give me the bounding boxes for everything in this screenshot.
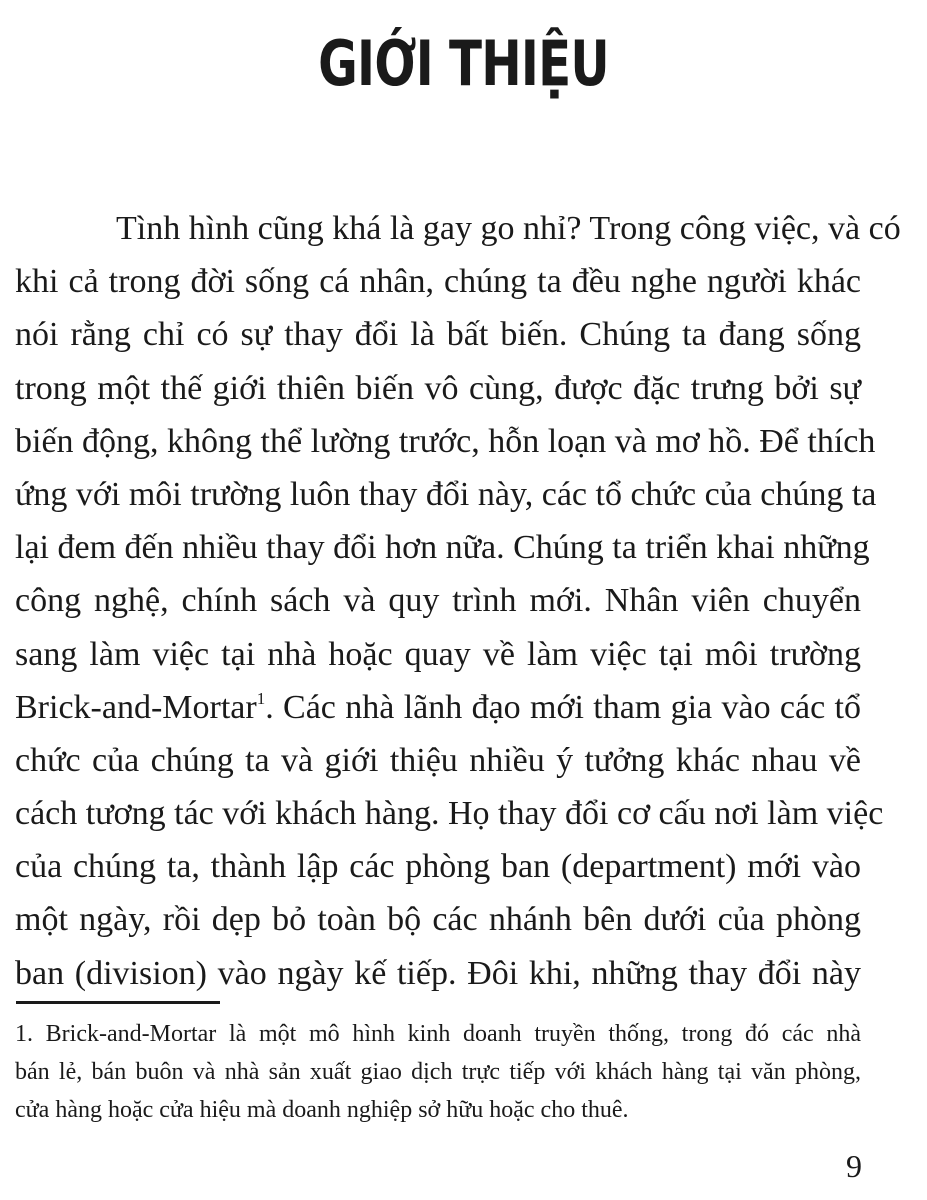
footnote xyxy=(15,1015,861,1129)
body-line: công nghệ, chính sách và quy trình mới. Nhân viên chuyển xyxy=(15,582,861,620)
body-line: biến động, không thể lường trước, hỗn loạn và mơ hồ. Để thích xyxy=(15,422,876,460)
body-line: khi cả trong đời sống cá nhân, chúng ta đều nghe người khác xyxy=(15,263,861,301)
body-line: sang làm việc tại nhà hoặc quay về làm việc tại môi trường xyxy=(15,635,861,673)
body-line-continuation: . Các nhà lãnh đạo mới tham gia vào các tổ xyxy=(265,688,861,726)
chapter-title: GIỚI THIỆU xyxy=(318,27,609,100)
footnote-reference[interactable]: 1 xyxy=(256,688,266,708)
body-line-with-footnote xyxy=(15,681,861,734)
body-paragraph xyxy=(15,202,901,1000)
body-line: của chúng ta, thành lập các phòng ban (department) mới vào xyxy=(15,848,861,886)
footnote-line: bán lẻ, bán buôn và nhà sản xuất giao dịch trực tiếp với khách hàng tại văn phòng, xyxy=(15,1059,861,1085)
footnote-anchor-text: Brick-and-Mortar xyxy=(15,688,257,726)
body-line: cách tương tác với khách hàng. Họ thay đổi cơ cấu nơi làm việc xyxy=(15,795,884,833)
body-line: trong một thế giới thiên biến vô cùng, được đặc trưng bởi sự xyxy=(15,369,861,407)
body-line: chức của chúng ta và giới thiệu nhiều ý tưởng khác nhau về xyxy=(15,741,861,779)
body-line: nói rằng chỉ có sự thay đổi là bất biến. Chúng ta đang sống xyxy=(15,316,861,354)
footnote-line: 1. Brick-and-Mortar là một mô hình kinh doanh truyền thống, trong đó các nhà xyxy=(15,1021,861,1047)
body-line: ứng với môi trường luôn thay đổi này, các tổ chức của chúng ta xyxy=(15,475,877,513)
footnote-line: cửa hàng hoặc cửa hiệu mà doanh nghiệp sở hữu hoặc cho thuê. xyxy=(15,1097,629,1123)
body-line: Tình hình cũng khá là gay go nhỉ? Trong công việc, và có xyxy=(116,210,901,247)
body-line: lại đem đến nhiều thay đổi hơn nữa. Chúng ta triển khai những xyxy=(15,529,870,567)
footnote-divider xyxy=(16,1001,220,1004)
body-line: một ngày, rồi dẹp bỏ toàn bộ các nhánh bên dưới của phòng xyxy=(15,901,861,939)
page-number: 9 xyxy=(846,1148,862,1184)
body-line: ban (division) vào ngày kế tiếp. Đôi khi, những thay đổi này xyxy=(15,954,861,992)
